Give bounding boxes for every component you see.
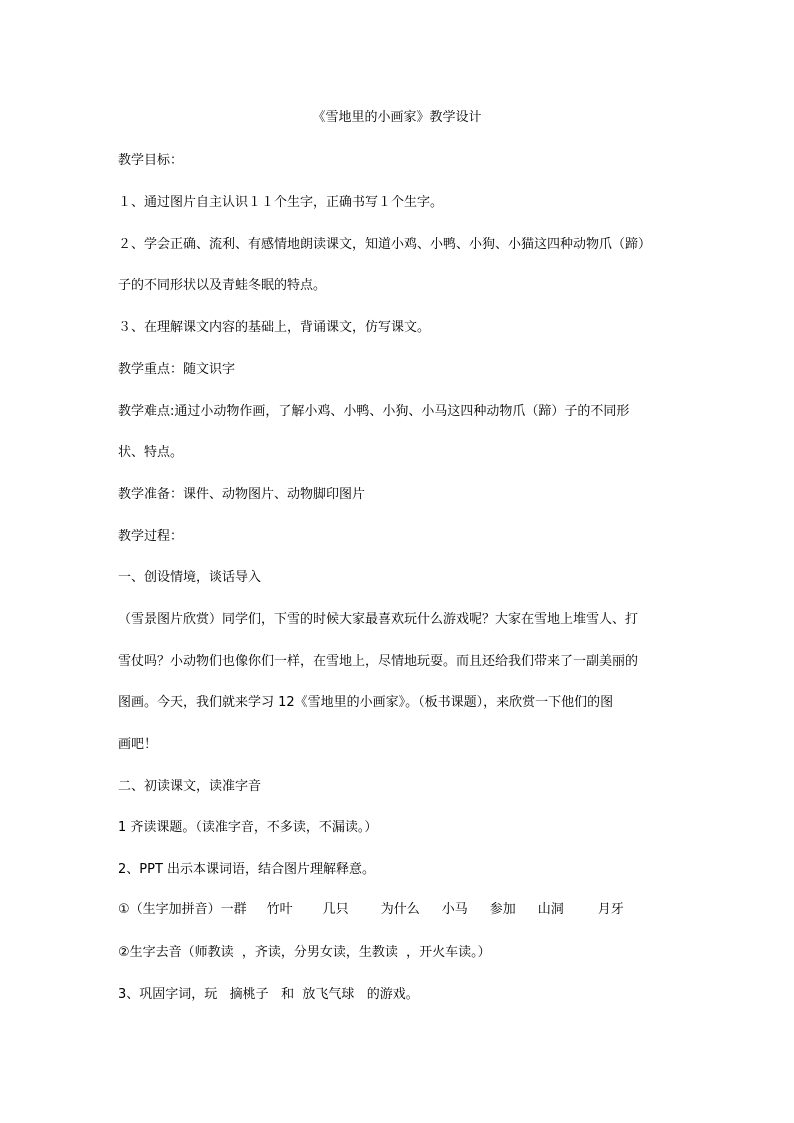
objectives-heading: 教学目标： bbox=[118, 153, 184, 168]
section-1-heading: 一、创设情境，谈话导入 bbox=[118, 570, 262, 585]
process-heading: 教学过程： bbox=[118, 529, 184, 544]
vocab-word: 为什么 bbox=[380, 902, 420, 917]
document-title: 《雪地里的小画家》教学设计 bbox=[312, 110, 482, 125]
paragraph-line: 雪仗吗？小动物们也像你们一样，在雪地上，尽情地玩耍。而且还给我们带来了一副美丽的 bbox=[118, 654, 639, 669]
section-2-heading: 二、初读课文，读准字音 bbox=[118, 779, 262, 794]
step-2: 2、PPT 出示本课词语，结合图片理解释意。 bbox=[118, 862, 376, 877]
vocab-word: 竹叶 bbox=[266, 902, 293, 917]
objective-2-cont: 子的不同形状以及青蛙冬眠的特点。 bbox=[118, 278, 327, 293]
vocab-word: 几只 bbox=[322, 902, 349, 917]
vocab-word: 山洞 bbox=[537, 902, 564, 917]
step-2-sub: ②生字去音（师教读 ，齐读，分男女读，生教读 ，开火车读。） bbox=[118, 945, 491, 960]
difficult-point-cont: 状、特点。 bbox=[118, 445, 184, 460]
paragraph-line: 画吧！ bbox=[118, 737, 158, 752]
vocab-word: 参加 bbox=[489, 902, 516, 917]
vocab-word: 月牙 bbox=[597, 902, 624, 917]
difficult-point: 教学难点:通过小动物作画，了解小鸡、小鸭、小狗、小马这四种动物爪（蹄）子的不同形 bbox=[118, 404, 630, 419]
vocab-prefix: ①（生字加拼音）一群 bbox=[118, 902, 247, 917]
step-3: 3、巩固字词，玩 摘桃子 和 放飞气球 的游戏。 bbox=[118, 987, 419, 1002]
vocab-line bbox=[118, 900, 688, 920]
objective-1: １、通过图片自主认识１１个生字，正确书写１个生字。 bbox=[118, 195, 444, 210]
objective-2: ２、学会正确、流利、有感情地朗读课文，知道小鸡、小鸭、小狗、小猫这四种动物爪（蹄） bbox=[118, 237, 652, 252]
paragraph-line: （雪景图片欣赏）同学们，下雪的时候大家最喜欢玩什么游戏呢？大家在雪地上堆雪人、打 bbox=[118, 612, 639, 627]
step-1: 1 齐读课题。（读准字音，不多读，不漏读。） bbox=[118, 820, 378, 835]
key-point: 教学重点：随文识字 bbox=[118, 362, 236, 377]
objective-3: ３、在理解课文内容的基础上，背诵课文，仿写课文。 bbox=[118, 320, 431, 335]
preparation: 教学准备：课件、动物图片、动物脚印图片 bbox=[118, 487, 366, 502]
vocab-word: 小马 bbox=[441, 902, 468, 917]
paragraph-line: 图画。今天，我们就来学习 12《雪地里的小画家》。（板书课题），来欣赏一下他们的图 bbox=[118, 695, 614, 710]
